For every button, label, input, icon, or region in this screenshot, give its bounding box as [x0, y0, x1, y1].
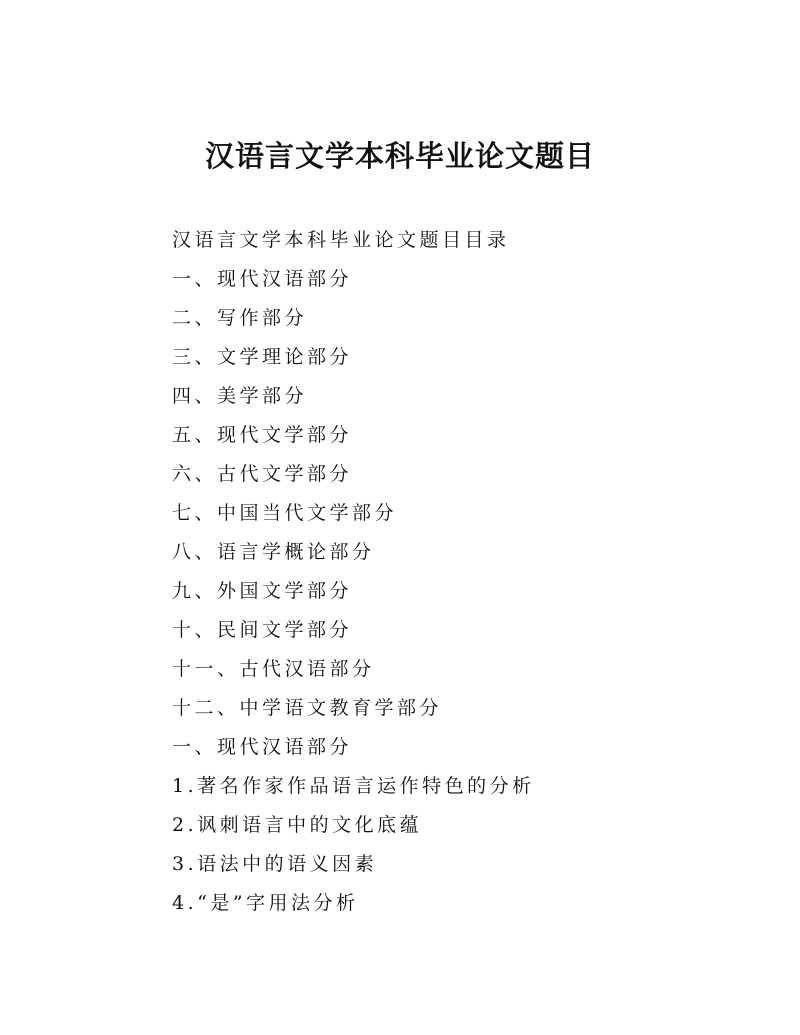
- document-title: 汉语言文学本科毕业论文题目: [204, 139, 595, 173]
- toc-item: 四、美学部分: [172, 385, 308, 407]
- topic-item: 2.讽刺语言中的文化底蕴: [172, 814, 423, 836]
- document-body: [172, 221, 535, 923]
- toc-item: 七、中国当代文学部分: [172, 502, 398, 524]
- toc-item: 二、写作部分: [172, 307, 308, 329]
- toc-item: 十、民间文学部分: [172, 619, 353, 641]
- toc-item: 三、文学理论部分: [172, 346, 353, 368]
- topic-item: 1.著名作家作品语言运作特色的分析: [172, 775, 535, 797]
- toc-item: 一、现代汉语部分: [172, 268, 353, 290]
- toc-item: 九、外国文学部分: [172, 580, 353, 602]
- toc-item: 五、现代文学部分: [172, 424, 353, 446]
- toc-item: 十一、古代汉语部分: [172, 658, 375, 680]
- toc-heading: 汉语言文学本科毕业论文题目目录: [172, 229, 510, 251]
- toc-item: 十二、中学语文教育学部分: [172, 697, 443, 719]
- topic-item: 3.语法中的语义因素: [172, 853, 378, 875]
- toc-item: 八、语言学概论部分: [172, 541, 375, 563]
- topic-item: 4.“是”字用法分析: [172, 892, 359, 914]
- toc-item: 六、古代文学部分: [172, 463, 353, 485]
- section-heading: 一、现代汉语部分: [172, 736, 353, 758]
